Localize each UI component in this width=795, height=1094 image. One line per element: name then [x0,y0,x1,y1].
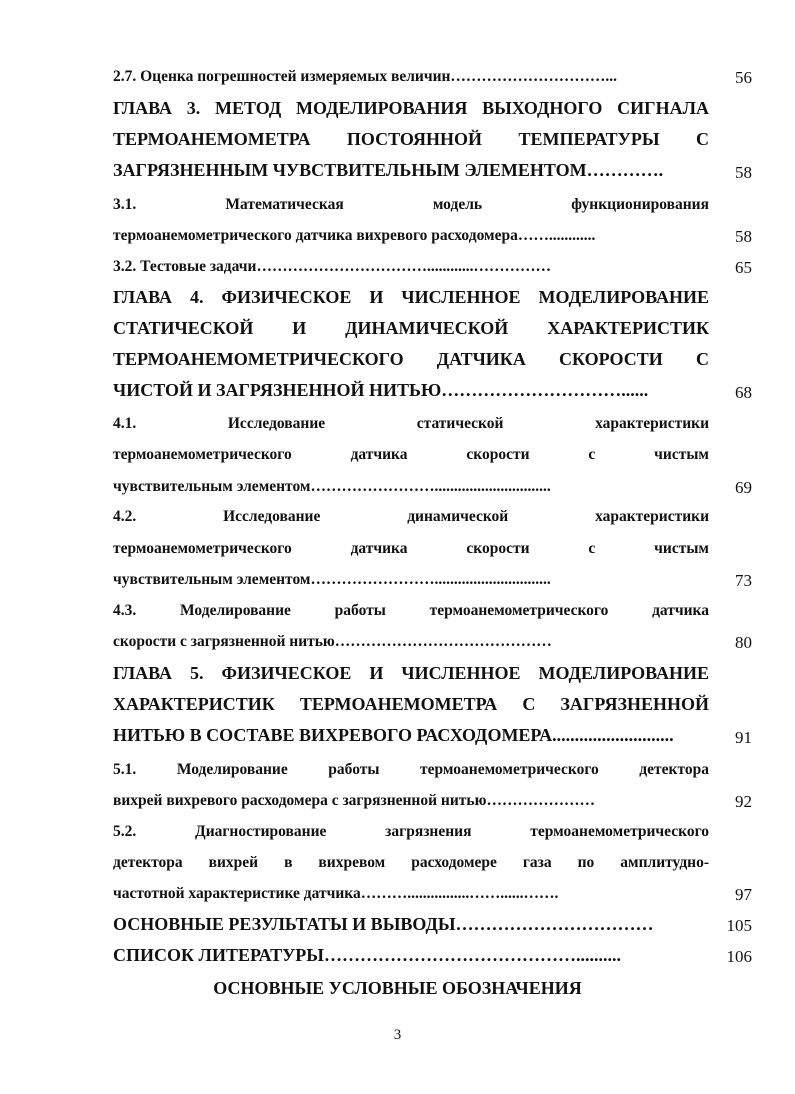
toc-chapter-4-line-1: ГЛАВА 4. ФИЗИЧЕСКОЕ И ЧИСЛЕННОЕ МОДЕЛИРОВАНИЕ [113,287,709,307]
toc-5-1-line-1: 5.1. Моделирование работы термоанемометрического детектора [113,761,709,778]
toc-4-3-line-2: скорости с загрязненной нитью…………………………………… [113,633,552,650]
toc-4-2-line-1: 4.2. Исследование динамической характеристики [113,508,709,525]
toc-chapter-5-line-2: ХАРАКТЕРИСТИК ТЕРМОАНЕМОМЕТРА С ЗАГРЯЗНЕННОЙ [113,694,709,714]
toc-2-7-page: 56 [735,68,752,87]
toc-chapter-5-line-1: ГЛАВА 5. ФИЗИЧЕСКОЕ И ЧИСЛЕННОЕ МОДЕЛИРОВАНИЕ [113,663,709,683]
toc-references-line-1: СПИСОК ЛИТЕРАТУРЫ…………………………………….......... [113,945,621,965]
toc-5-2-line-3: частотной характеристике датчика………................……......……. [113,885,559,902]
toc-3-2-line-1: 3.2. Тестовые задачи……………………………............…………… [113,258,551,275]
toc-5-2-line-2: детектора вихрей в вихревом расходомере газа по амплитудно- [113,854,709,871]
toc-chapter-4-line-4: ЧИСТОЙ И ЗАГРЯЗНЕННОЙ НИТЬЮ…………………………...... [113,380,649,400]
toc-4-1-line-1: 4.1. Исследование статической характеристики [113,415,709,432]
toc-results-page: 105 [726,916,752,935]
toc-chapter-4-page: 68 [735,383,752,402]
toc-5-2-line-1: 5.2. Диагностирование загрязнения термоанемометрического [113,823,709,840]
toc-chapter-3-line-2: ТЕРМОАНЕМОМЕТРА ПОСТОЯННОЙ ТЕМПЕРАТУРЫ С [113,129,709,149]
toc-5-2-page: 97 [735,885,752,904]
toc-3-1-page: 58 [735,227,752,246]
toc-4-3-line-1: 4.3. Моделирование работы термоанемометрического датчика [113,602,709,619]
toc-chapter-4-line-3: ТЕРМОАНЕМОМЕТРИЧЕСКОГО ДАТЧИКА СКОРОСТИ С [113,349,709,369]
toc-4-1-line-2: термоанемометрического датчика скорости с чистым [113,446,709,463]
toc-4-1-page: 69 [735,478,752,497]
section-heading: ОСНОВНЫЕ УСЛОВНЫЕ ОБОЗНАЧЕНИЯ [213,978,582,998]
toc-3-1-line-1: 3.1. Математическая модель функционирования [113,196,709,213]
toc-4-1-line-3: чувствительным элементом…………………….............................. [113,478,551,495]
toc-chapter-3-line-3: ЗАГРЯЗНЕННЫМ ЧУВСТВИТЕЛЬНЫМ ЭЛЕМЕНТОМ…………. [113,160,664,180]
toc-5-1-page: 92 [735,792,752,811]
page-number: 3 [393,1027,402,1043]
toc-4-3-page: 80 [735,633,752,652]
toc-4-2-page: 73 [735,571,752,590]
toc-3-2-page: 65 [735,258,752,277]
toc-chapter-5-page: 91 [735,728,752,747]
toc-chapter-3-page: 58 [735,163,752,182]
toc-chapter-3-line-1: ГЛАВА 3. МЕТОД МОДЕЛИРОВАНИЯ ВЫХОДНОГО СИГНАЛА [113,98,709,118]
toc-chapter-5-line-3: НИТЬЮ В СОСТАВЕ ВИХРЕВОГО РАСХОДОМЕРА........................... [113,725,674,745]
toc-5-1-line-2: вихрей вихревого расходомера с загрязненной нитью………………… [113,792,595,809]
toc-3-1-line-2: термоанемометрического датчика вихревого расходомера……............ [113,227,596,244]
toc-results-line-1: ОСНОВНЫЕ РЕЗУЛЬТАТЫ И ВЫВОДЫ…………………………… [113,914,654,934]
toc-2-7-line-1: 2.7. Оценка погрешностей измеряемых величин…………………………... [113,68,618,85]
toc-chapter-4-line-2: СТАТИЧЕСКОЙ И ДИНАМИЧЕСКОЙ ХАРАКТЕРИСТИК [113,318,709,338]
toc-references-page: 106 [726,947,752,966]
toc-4-2-line-3: чувствительным элементом…………………….............................. [113,571,551,588]
toc-4-2-line-2: термоанемометрического датчика скорости с чистым [113,540,709,557]
